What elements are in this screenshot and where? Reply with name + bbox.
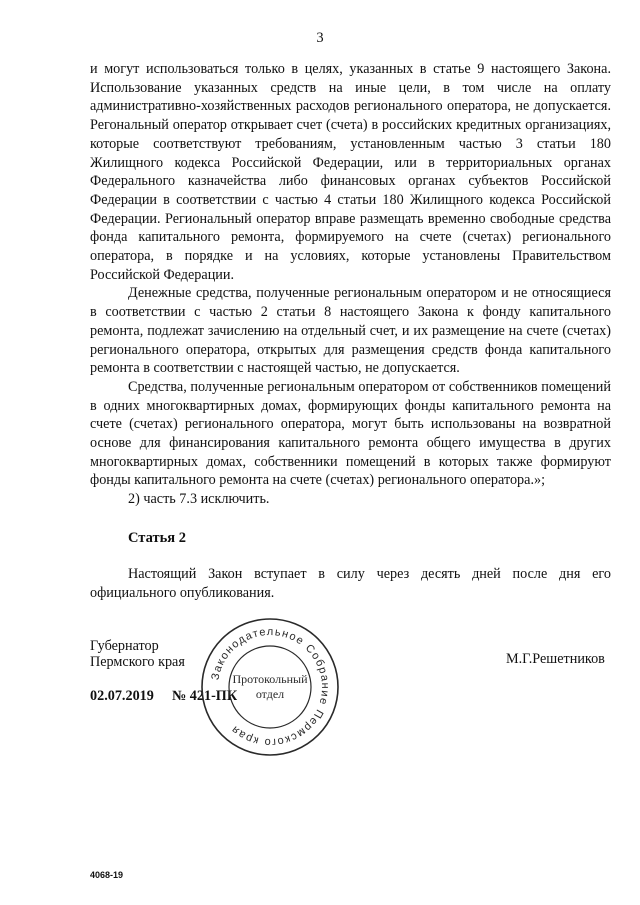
official-stamp (199, 616, 341, 758)
stamp-center-line1: Протокольный (232, 672, 308, 686)
paragraph-funds: Денежные средства, полученные региональным оператором и не относящиеся в соответствии с частью 2 статьи 8 настоящего Закона к фонду капитального ремонта, подлежат зачислению на отдельный счет, и их размещение на счете (счетах) регионального оператора, открытых для размещения средств фонда капитального ремонта в соответствии с настоящей частью, не допускается. (90, 285, 611, 377)
signatory-title-line2: Пермского края (90, 654, 185, 670)
stamp-ring-text: Законодательное Собрание Пермского края (209, 625, 332, 749)
article-text (90, 565, 611, 602)
paragraph-continuation: и могут использоваться только в целях, указанных в статье 9 настоящего Закона. Использование указанных средств на иные цели, в том числе на оплату административно-хозяйственных расходов регионального оператора, не допускается. Регональный оператор открывает счет (счета) в российских кредитных организациях, которые соответствуют требованиям, установленным частью 3 статьи 180 Жилищного кодекса Российской Федерации, или в территориальных органах Федерального казначейства либо финансовых органах субъектов Российской Федерации в соответствии с частью 4 статьи 180 Жилищного кодекса Российской Федерации. Региональный оператор вправе размещать временно свободные средства фонда капитального ремонта, формируемого на счете (счетах) регионального оператора, в порядке и на условиях, которые установлены Правительством Российской Федерации. (90, 61, 611, 283)
stamp-center-line2: отдел (255, 687, 285, 701)
article-paragraph: Настоящий Закон вступает в силу через десять дней после дня его официального опубликования. (90, 566, 611, 601)
document-code: 4068-19 (90, 870, 124, 880)
page-number: 3 (316, 30, 324, 46)
signatory-title (90, 638, 185, 670)
article-title: Статья 2 (128, 530, 186, 546)
body-text (90, 60, 611, 509)
paragraph-return-basis: Средства, полученные региональным оператором от собственников помещений в одних многоквартирных домах, формирующих фонды капитального ремонта на счете (счетах) регионального оператора, могут быть использованы на возвратной основе для финансирования капитального ремонта общего имущества в других многоквартирных домах, собственники помещений в которых также формируют фонды капитального ремонта на счете (счетах) регионального оператора.»; (90, 378, 611, 489)
signatory-name: М.Г.Решетников (506, 651, 605, 667)
law-number: № 421-ПК (172, 688, 238, 704)
signatory-title-line1: Губернатор (90, 638, 159, 654)
paragraph-exclusion: 2) часть 7.3 исключить. (128, 491, 270, 508)
law-date: 02.07.2019 (90, 688, 154, 704)
